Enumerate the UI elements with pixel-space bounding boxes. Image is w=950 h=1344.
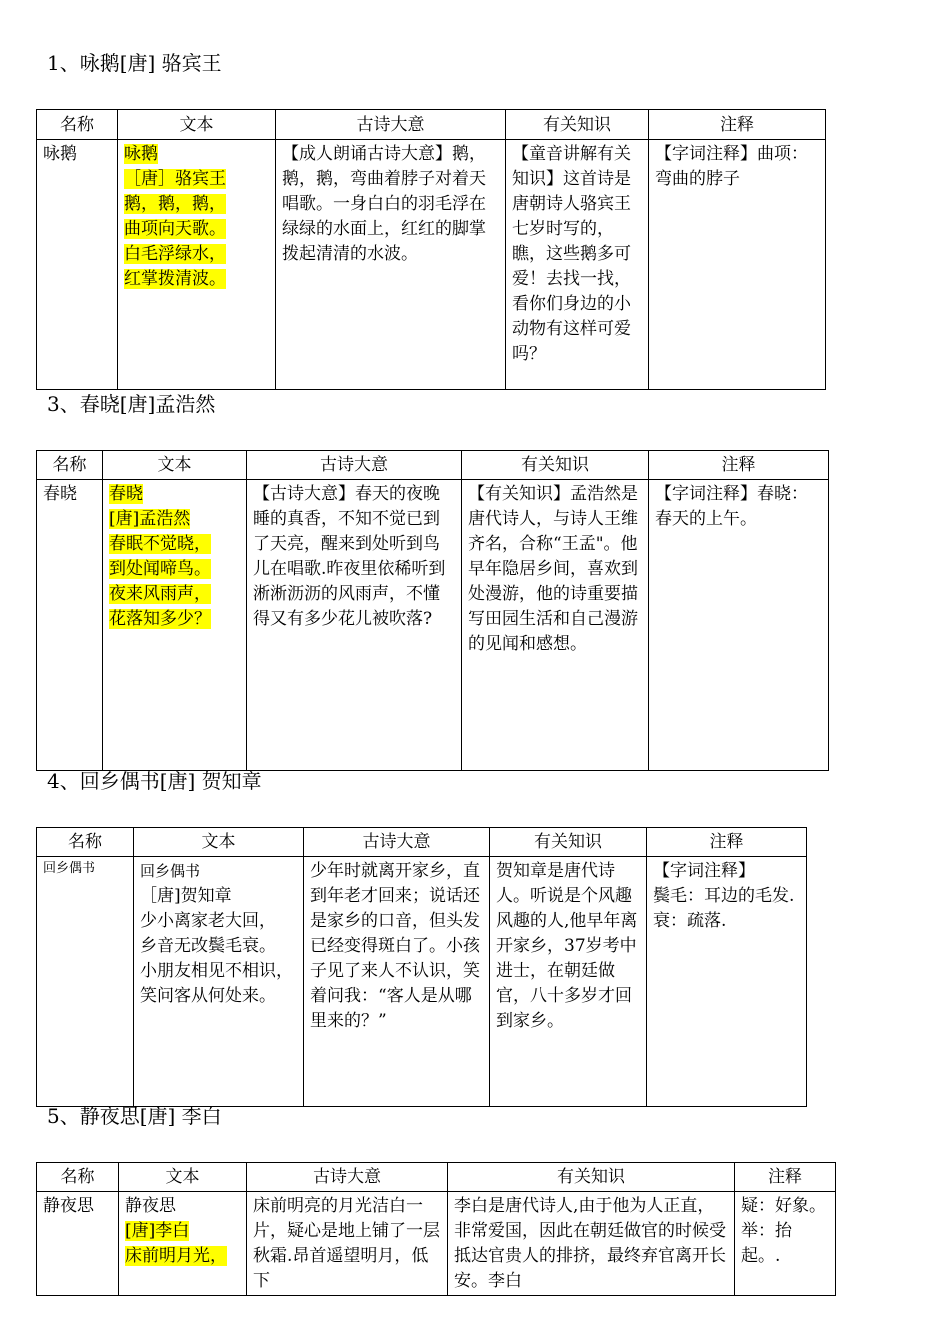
poem-text [118, 140, 276, 390]
poem-line: 乡音无改鬓毛衰。 [140, 936, 276, 956]
poem-knowledge: 【童音讲解有关知识】这首诗是唐朝诗人骆宾王七岁时写的，瞧，这些鹅多可爱！去找一找，看你们身边的小动物有这样可爱吗？ [506, 140, 649, 390]
header-notes: 注释 [649, 110, 826, 140]
poem-line: 春眠不觉晓， [109, 534, 211, 554]
poem-meaning: 【成人朗诵古诗大意】鹅，鹅，鹅，弯曲着脖子对着天唱歌。一身白白的羽毛浮在绿绿的水面上，红红的脚掌拨起清清的水波。 [276, 140, 506, 390]
header-meaning: 古诗大意 [304, 828, 490, 857]
poem-name: 春晓 [37, 480, 103, 771]
poem-knowledge: 【有关知识】孟浩然是唐代诗人，与诗人王维齐名，合称“王孟"。他早年隐居乡间，喜欢到处漫游，他的诗重要描写田园生活和自己漫游的见闻和感想。 [462, 480, 649, 771]
note-line: 【字词注释】 [653, 861, 755, 881]
poem-table-4 [36, 827, 807, 1107]
section-heading-4: 4、回乡偶书[唐] 贺知章 [47, 769, 262, 793]
header-text: 文本 [103, 451, 247, 480]
poem-knowledge: 李白是唐代诗人,由于他为人正直，非常爱国，因此在朝廷做官的时候受抵达官贵人的排挤，最终弃官离开长安。李白 [448, 1192, 735, 1296]
poem-line: 少小离家老大回， [140, 911, 276, 931]
header-name: 名称 [37, 451, 103, 480]
poem-line: 春晓 [109, 484, 143, 504]
poem-line: 曲项向天歌。 [124, 219, 226, 239]
poem-line: ［唐]贺知章 [140, 886, 232, 906]
header-text: 文本 [118, 110, 276, 140]
poem-line: 床前明月光， [125, 1246, 227, 1266]
header-notes: 注释 [649, 451, 829, 480]
poem-line: [唐]孟浩然 [109, 509, 191, 529]
section-heading-3: 3、春晓[唐]孟浩然 [47, 392, 216, 416]
poem-notes [647, 857, 807, 1107]
poem-table-1 [36, 109, 826, 390]
header-notes: 注释 [735, 1163, 836, 1192]
poem-meaning: 【古诗大意】春天的夜晚睡的真香，不知不觉已到了天亮，醒来到处听到鸟儿在唱歌.昨夜里依稀听到淅淅沥沥的风雨声，不懂得又有多少花儿被吹落? [247, 480, 462, 771]
header-knowledge: 有关知识 [462, 451, 649, 480]
poem-line: 笑问客从何处来。 [140, 986, 276, 1006]
poem-name: 静夜思 [37, 1192, 119, 1296]
poem-notes: 【字词注释】曲项：弯曲的脖子 [649, 140, 826, 390]
poem-name: 咏鹅 [37, 140, 118, 390]
poem-notes: 疑：好象。举：抬起。. [735, 1192, 836, 1296]
header-knowledge: 有关知识 [448, 1163, 735, 1192]
poem-name: 回乡偶书 [37, 857, 134, 1107]
header-name: 名称 [37, 1163, 119, 1192]
poem-table-5 [36, 1162, 836, 1296]
section-heading-1: 1、咏鹅[唐] 骆宾王 [47, 51, 222, 75]
header-notes: 注释 [647, 828, 807, 857]
poem-line: 回乡偶书 [140, 862, 201, 880]
poem-notes: 【字词注释】春晓：春天的上午。 [649, 480, 829, 771]
poem-line: 夜来风雨声， [109, 584, 211, 604]
poem-line: ［唐］骆宾王 [124, 169, 226, 189]
poem-text [119, 1192, 247, 1296]
header-knowledge: 有关知识 [490, 828, 647, 857]
header-name: 名称 [37, 110, 118, 140]
note-line: 鬓毛：耳边的毛发. [653, 886, 795, 906]
header-meaning: 古诗大意 [276, 110, 506, 140]
poem-line: 红掌拨清波。 [124, 269, 226, 289]
poem-line: [唐]李白 [125, 1221, 190, 1241]
header-meaning: 古诗大意 [247, 451, 462, 480]
poem-line: 小朋友相见不相识， [140, 961, 293, 981]
poem-line: 咏鹅 [124, 144, 158, 164]
poem-line: 鹅，鹅，鹅， [124, 194, 226, 214]
poem-line: 静夜思 [125, 1196, 176, 1216]
header-meaning: 古诗大意 [247, 1163, 448, 1192]
poem-meaning: 床前明亮的月光洁白一片，疑心是地上铺了一层秋霜.昂首遥望明月，低下 [247, 1192, 448, 1296]
poem-line: 白毛浮绿水， [124, 244, 226, 264]
poem-text [103, 480, 247, 771]
poem-meaning: 少年时就离开家乡，直到年老才回来；说话还是家乡的口音，但头发已经变得斑白了。小孩子见了来人不认识，笑着问我：“客人是从哪里来的？” [304, 857, 490, 1107]
header-text: 文本 [119, 1163, 247, 1192]
header-name: 名称 [37, 828, 134, 857]
note-line: 衰：疏落. [653, 911, 727, 931]
poem-line: 花落知多少？ [109, 609, 211, 629]
poem-line: 到处闻啼鸟。 [109, 559, 211, 579]
header-text: 文本 [134, 828, 304, 857]
poem-table-3 [36, 450, 829, 771]
section-heading-5: 5、静夜思[唐] 李白 [47, 1104, 222, 1128]
poem-knowledge: 贺知章是唐代诗人。听说是个风趣风趣的人,他早年离开家乡，37岁考中进士，在朝廷做官，八十多岁才回到家乡。 [490, 857, 647, 1107]
header-knowledge: 有关知识 [506, 110, 649, 140]
poem-text [134, 857, 304, 1107]
